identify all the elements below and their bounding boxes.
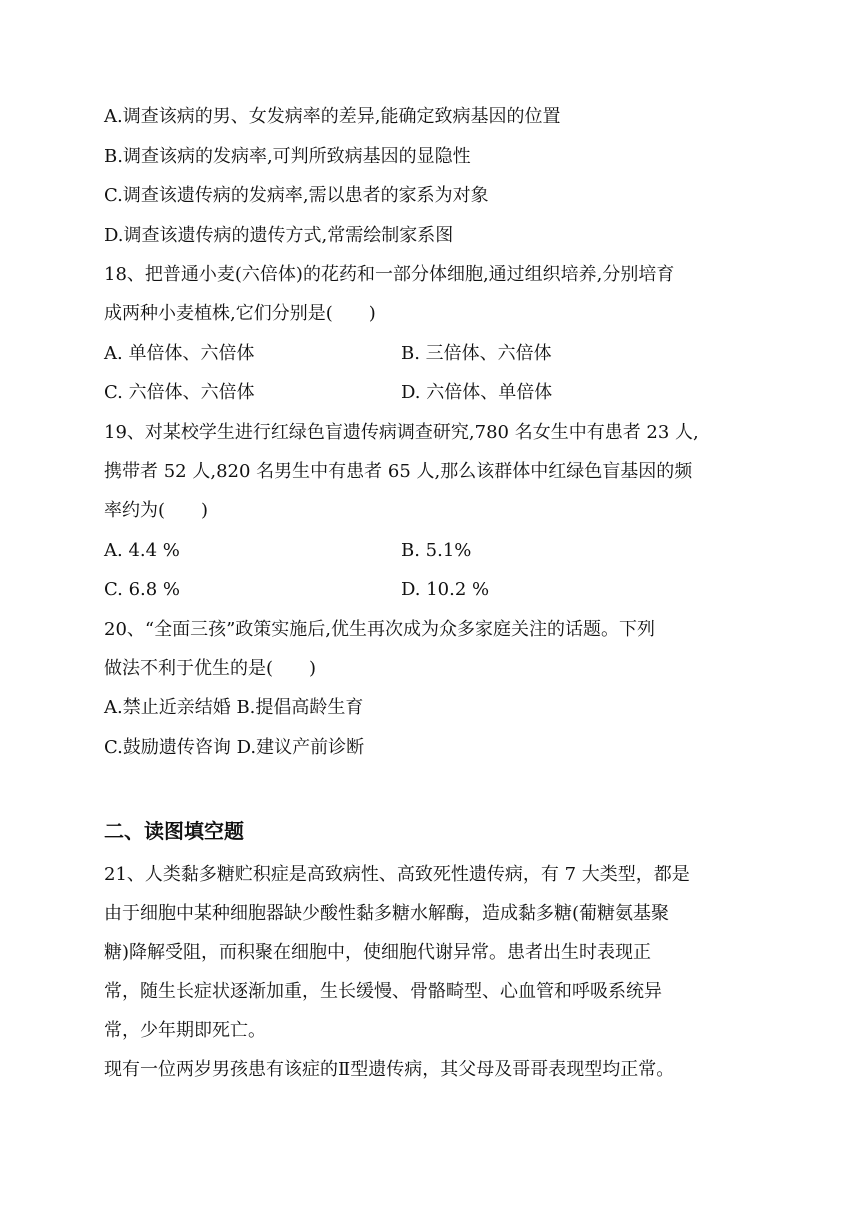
q21-stem-line-3: 糖)降解受阻，而积聚在细胞中，使细胞代谢异常。患者出生时表现正 <box>104 942 652 963</box>
q18-stem-line-2: 成两种小麦植株,它们分别是( ) <box>104 303 376 324</box>
q19-option-d: D. 10.2 % <box>401 579 490 600</box>
q18-option-c: C. 六倍体、六倍体 <box>104 382 255 403</box>
q17-option-b: B.调查该病的发病率,可判所致病基因的显隐性 <box>104 146 471 167</box>
q19-option-a: A. 4.4 % <box>104 540 180 561</box>
q20-options-line-2: C.鼓励遗传咨询 D.建议产前诊断 <box>104 737 365 758</box>
q20-stem-line-1: 20、“全面三孩”政策实施后,优生再次成为众多家庭关注的话题。下列 <box>104 619 656 640</box>
q19-option-c: C. 6.8 % <box>104 579 181 600</box>
q17-option-a: A.调查该病的男、女发病率的差异,能确定致病基因的位置 <box>104 106 561 127</box>
q19-option-b: B. 5.1% <box>401 540 472 561</box>
q18-option-a: A. 单倍体、六倍体 <box>104 343 255 364</box>
q17-option-c: C.调查该遗传病的发病率,需以患者的家系为对象 <box>104 185 489 206</box>
q17-option-d: D.调查该遗传病的遗传方式,常需绘制家系图 <box>104 225 454 246</box>
q19-stem-line-3: 率约为( ) <box>104 500 209 521</box>
q18-option-b: B. 三倍体、六倍体 <box>401 343 552 364</box>
q21-stem-line-6: 现有一位两岁男孩患有该症的Ⅱ型遗传病，其父母及哥哥表现型均正常。 <box>104 1059 675 1080</box>
q21-stem-line-2: 由于细胞中某种细胞器缺少酸性黏多糖水解酶，造成黏多糖(葡糖氨基聚 <box>104 903 670 924</box>
q18-option-d: D. 六倍体、单倍体 <box>401 382 553 403</box>
q21-stem-line-5: 常，少年期即死亡。 <box>104 1020 266 1041</box>
q19-stem-line-2: 携带者 52 人,820 名男生中有患者 65 人,那么该群体中红绿色盲基因的频 <box>104 461 693 482</box>
q20-options-line-1: A.禁止近亲结婚 B.提倡高龄生育 <box>104 697 364 718</box>
q21-stem-line-1: 21、人类黏多糖贮积症是高致病性、高致死性遗传病，有 7 大类型，都是 <box>104 864 690 885</box>
q20-stem-line-2: 做法不利于优生的是( ) <box>104 658 317 679</box>
section-heading: 二、读图填空题 <box>104 819 244 843</box>
q19-stem-line-1: 19、对某校学生进行红绿色盲遗传病调查研究,780 名女生中有患者 23 人, <box>104 422 699 443</box>
q18-stem-line-1: 18、把普通小麦(六倍体)的花药和一部分体细胞,通过组织培养,分别培育 <box>104 264 675 285</box>
q21-stem-line-4: 常，随生长症状逐渐加重，生长缓慢、骨骼畸型、心血管和呼吸系统异 <box>104 981 662 1002</box>
